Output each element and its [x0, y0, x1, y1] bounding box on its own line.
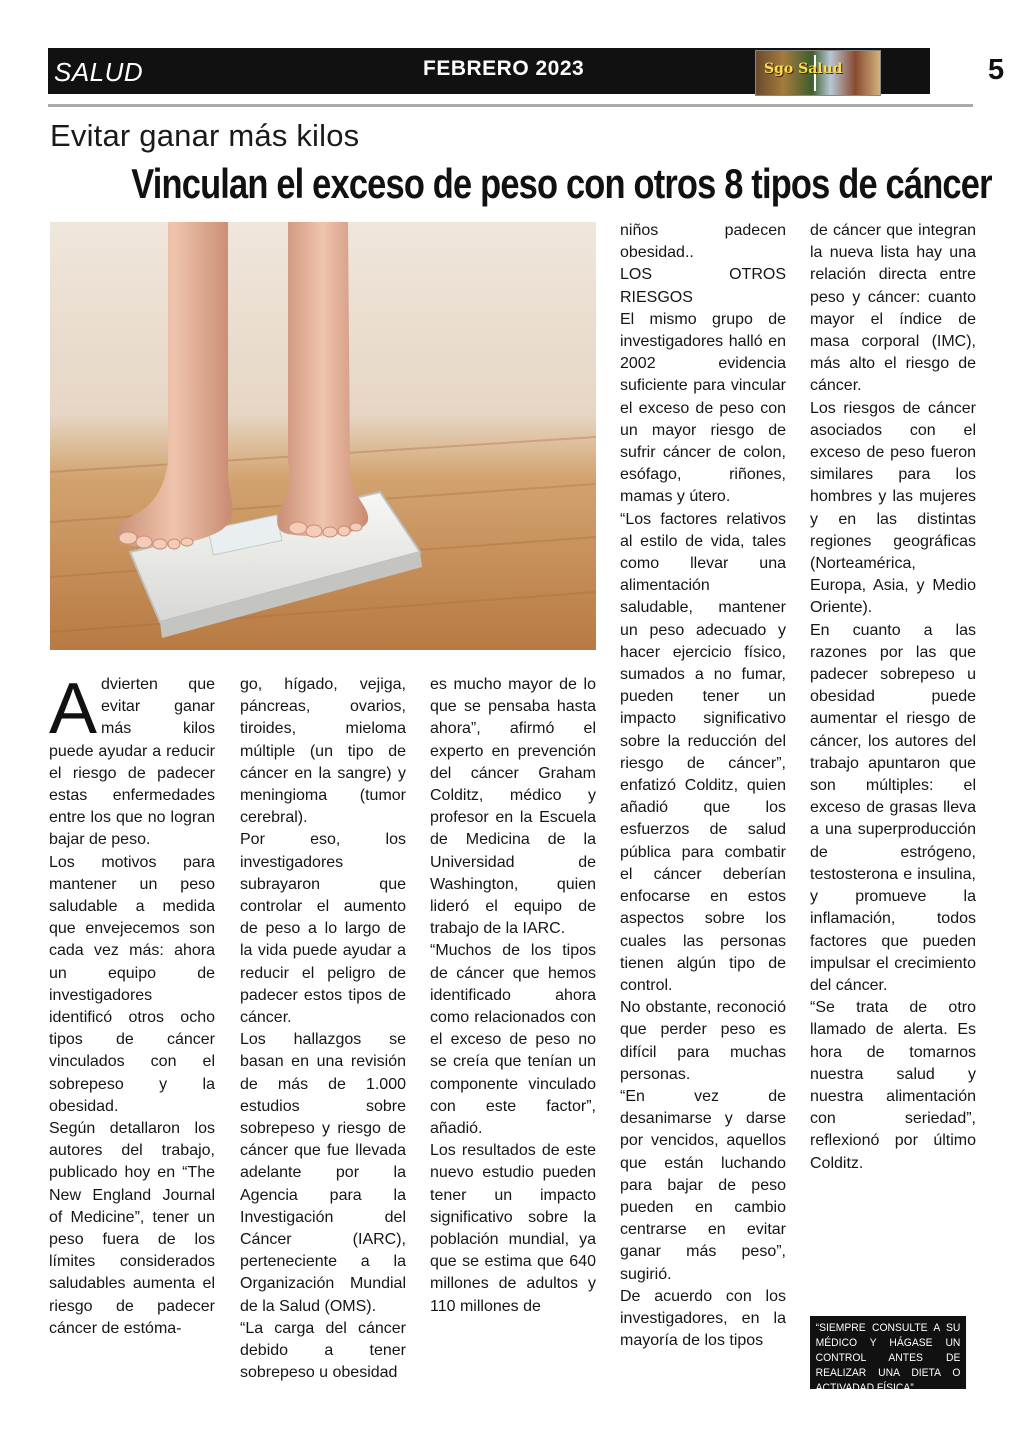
- feet-on-scale-illustration: [50, 222, 596, 650]
- paragraph: es mucho mayor de lo que se pensaba hasta ahora”, afirmó el experto en prevención del cáncer Graham Colditz, médico y profesor en la Escuela de Medicina de la Universidad de Washington, quien lideró el equipo de trabajo de la IARC.: [430, 676, 596, 938]
- logo-text: Sgo Salud: [764, 61, 843, 77]
- header-rule: [48, 104, 973, 107]
- paragraph: de cáncer que integran la nueva lista hay una relación directa entre peso y cáncer: cuanto mayor el índice de masa corporal (IMC), más alto el riesgo de cáncer.: [810, 222, 976, 395]
- page-number: 5: [988, 54, 1005, 86]
- paragraph: De acuerdo con los investigadores, en la mayoría de los tipos: [620, 1287, 786, 1350]
- paragraph: “La carga del cáncer debido a tener sobrepeso u obesidad: [240, 1319, 406, 1382]
- paragraph: “En vez de desanimarse y darse por vencidos, aquellos que están luchando para bajar de peso pueden en cambio centrarse en evitar ganar más peso”, sugirió.: [620, 1087, 786, 1283]
- article-column-2: [240, 674, 406, 1385]
- paragraph: go, hígado, vejiga, páncreas, ovarios, tiroides, mieloma múltiple (un tipo de cáncer en la sangre) y meningioma (tumor cerebral).: [240, 676, 406, 827]
- article-headline: Vinculan el exceso de peso con otros 8 tipos de cáncer: [131, 160, 992, 207]
- paragraph: “Se trata de otro llamado de alerta. Es hora de tomarnos nuestra salud y nuestra alimentación con seriedad”, reflexionó por último Colditz.: [810, 999, 976, 1172]
- paragraph: No obstante, reconoció que perder peso es difícil para muchas personas.: [620, 999, 786, 1083]
- paragraph: El mismo grupo de investigadores halló en 2002 evidencia suficiente para vincular el exceso de peso con un mayor riesgo de sufrir cáncer de colon, esófago, riñones, mamas y útero.: [620, 310, 786, 506]
- paragraph: Por eso, los investigadores subrayaron que controlar el aumento de peso a lo largo de la vida puede ayudar a reducir el peligro de padecer estos tipos de cáncer.: [240, 831, 406, 1027]
- paragraph: Los hallazgos se basan en una revisión de más de 1.000 estudios sobre sobrepeso y riesgo de cáncer que fue llevada adelante por la Agencia para la Investigación del Cáncer (IARC), perteneciente a la Organización Mundial de la Salud (OMS).: [240, 1031, 406, 1315]
- article-column-5: [810, 220, 976, 1175]
- paragraph: niños padecen obesidad..: [620, 222, 786, 262]
- paragraph: En cuanto a las razones por las que padecer sobrepeso u obesidad puede aumentar el riesgo de cáncer, los autores del trabajo apuntaron que son múltiples: el exceso de grasas lleva a una superproducción de estrógeno, testosterona e insulina, y promueve la inflamación, todos factores que pueden impulsar el crecimiento del cáncer.: [810, 621, 976, 994]
- subheading: LOS OTROS RIESGOS: [620, 266, 786, 306]
- page-number-box: [930, 48, 1005, 94]
- article-column-1: [49, 669, 215, 1340]
- article-column-4: [620, 220, 786, 1352]
- page-header: [48, 48, 1005, 94]
- article-column-3: [430, 674, 596, 1318]
- publication-logo: [755, 50, 881, 96]
- issue-date: FEBRERO 2023: [423, 57, 585, 80]
- paragraph: Los motivos para mantener un peso saludable a medida que envejecemos son cada vez más: ahora un equipo de investigadores identificó otros ocho tipos de cáncer vinculados con el sobrepeso y la obesidad.: [49, 853, 215, 1115]
- paragraph: “Muchos de los tipos de cáncer que hemos identificado ahora como relacionados con el exceso de peso no se creía que tenían un componente vinculado con este factor”, añadió.: [430, 942, 596, 1138]
- section-label: SALUD: [54, 57, 144, 87]
- article-photo: [50, 222, 596, 650]
- paragraph: Advierten que evitar ganar más kilos puede ayudar a reducir el riesgo de padecer estas enfermedades entre los que no logran bajar de peso.: [49, 669, 215, 849]
- paragraph: Los riesgos de cáncer asociados con el exceso de peso fueron similares para los hombres y las mujeres y en las distintas regiones geográficas (Norteamérica, Europa, Asia, y Medio Oriente).: [810, 399, 976, 617]
- article-kicker: Evitar ganar más kilos: [50, 118, 360, 153]
- drop-cap: A: [49, 669, 98, 749]
- paragraph: “Los factores relativos al estilo de vida, tales como llevar una alimentación saludable, mantener un peso adecuado y hacer ejercicio físico, sumados a no fumar, pueden tener un impacto significativo sobre la reducción del riesgo de cáncer”, enfatizó Colditz, quien añadió que los esfuerzos de salud pública para combatir el cáncer deberían enfocarse en estos aspectos sobre los cuales las personas tienen algún tipo de control.: [620, 510, 786, 994]
- paragraph: Según detallaron los autores del trabajo, publicado hoy en “The New England Journal of Medicine”, tener un peso fuera de los límites considerados saludables aumenta el riesgo de padecer cáncer de estóma-: [49, 1120, 215, 1337]
- health-advice-callout: “SIEMPRE CONSULTE A SU MÉDICO Y HÁGASE UN CONTROL ANTES DE REALIZAR UNA DIETA O ACTIVADAD FÍSICA”: [810, 1316, 966, 1389]
- paragraph: Los resultados de este nuevo estudio pueden tener un impacto significativo sobre la población mundial, ya que se estima que 640 millones de adultos y 110 millones de: [430, 1142, 596, 1315]
